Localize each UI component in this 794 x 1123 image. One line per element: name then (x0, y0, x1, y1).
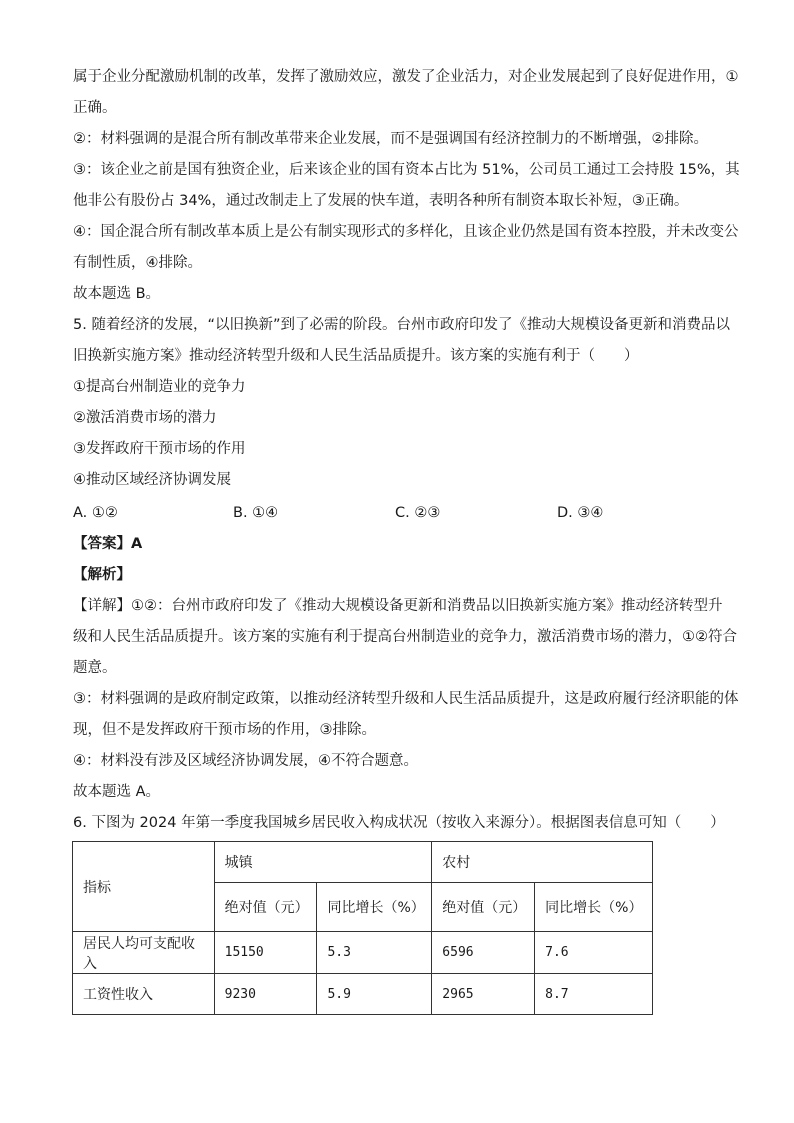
urban-growth-cell: 5.3 (317, 932, 432, 974)
text-line: ④：国企混合所有制改革本质上是公有制实现形式的多样化，且该企业仍然是国有资本控股，并未改变公 (73, 224, 739, 240)
explanation-line: ③：材料强调的是政府制定政策，以推动经济转型升级和人民生活品质提升，这是政府履行经济职能的体 (73, 691, 739, 707)
urban-growth-header: 同比增长（%） (317, 883, 432, 932)
rural-abs-cell: 2965 (432, 974, 535, 1015)
table-row (73, 974, 653, 1015)
urban-header: 城镇 (214, 842, 432, 883)
text-line: ②：材料强调的是混合所有制改革带来企业发展，而不是强调国有经济控制力的不断增强，②排除。 (73, 131, 708, 147)
option-c: C. ②③ (395, 505, 441, 521)
rural-header: 农村 (432, 842, 653, 883)
option-a: A. ①② (73, 505, 118, 521)
explanation-line: 级和人民生活品质提升。该方案的实施有利于提高台州制造业的竞争力，激活消费市场的潜力，①②符合 (73, 629, 737, 645)
choice-item-2: ②激活消费市场的潜力 (73, 410, 217, 426)
choice-item-4: ④推动区域经济协调发展 (73, 472, 231, 488)
question-5-stem: 旧换新实施方案》推动经济转型升级和人民生活品质提升。该方案的实施有利于（ ） (73, 348, 639, 364)
text-line: 有制性质，④排除。 (73, 255, 202, 271)
indicator-header: 指标 (73, 842, 215, 932)
explanation-line: 【详解】①②：台州市政府印发了《推动大规模设备更新和消费品以旧换新实施方案》推动经济转型升 (73, 598, 723, 614)
explanation-line: 题意。 (73, 660, 117, 676)
text-line: 他非公有股份占 34%，通过改制走上了发展的快车道，表明各种所有制资本取长补短，③正确。 (73, 193, 689, 209)
urban-abs-cell: 9230 (214, 974, 317, 1015)
urban-abs-header: 绝对值（元） (214, 883, 317, 932)
urban-abs-cell: 15150 (214, 932, 317, 974)
text-line: 正确。 (73, 100, 117, 116)
option-b: B. ①④ (233, 505, 279, 521)
rural-growth-cell: 8.7 (535, 974, 653, 1015)
question-5-stem: 5. 随着经济的发展，“以旧换新”到了必需的阶段。台州市政府印发了《推动大规模设备更新和消费品以 (73, 317, 730, 333)
row-label: 工资性收入 (73, 974, 215, 1015)
table-row (73, 932, 653, 974)
income-table (72, 841, 653, 1015)
analysis-label: 【解析】 (73, 567, 131, 583)
rural-abs-header: 绝对值（元） (432, 883, 535, 932)
conclusion-line: 故本题选 A。 (73, 784, 161, 800)
choice-item-1: ①提高台州制造业的竞争力 (73, 379, 246, 395)
option-d: D. ③④ (557, 505, 604, 521)
rural-abs-cell: 6596 (432, 932, 535, 974)
text-line: 属于企业分配激励机制的改革，发挥了激励效应，激发了企业活力，对企业发展起到了良好促进作用，① (73, 69, 739, 85)
answer-label: 【答案】A (73, 536, 143, 552)
rural-growth-cell: 7.6 (535, 932, 653, 974)
conclusion-line: 故本题选 B。 (73, 286, 161, 302)
choice-item-3: ③发挥政府干预市场的作用 (73, 441, 246, 457)
explanation-line: ④：材料没有涉及区域经济协调发展，④不符合题意。 (73, 753, 418, 769)
rural-growth-header: 同比增长（%） (535, 883, 653, 932)
row-label: 居民人均可支配收入 (73, 932, 215, 974)
text-line: ③：该企业之前是国有独资企业，后来该企业的国有资本占比为 51%，公司员工通过工会持股 15%，其 (73, 162, 740, 178)
urban-growth-cell: 5.9 (317, 974, 432, 1015)
question-6-stem: 6. 下图为 2024 年第一季度我国城乡居民收入构成状况（按收入来源分）。根据图表信息可知（ ） (73, 815, 725, 831)
explanation-line: 现，但不是发挥政府干预市场的作用，③排除。 (73, 722, 376, 738)
